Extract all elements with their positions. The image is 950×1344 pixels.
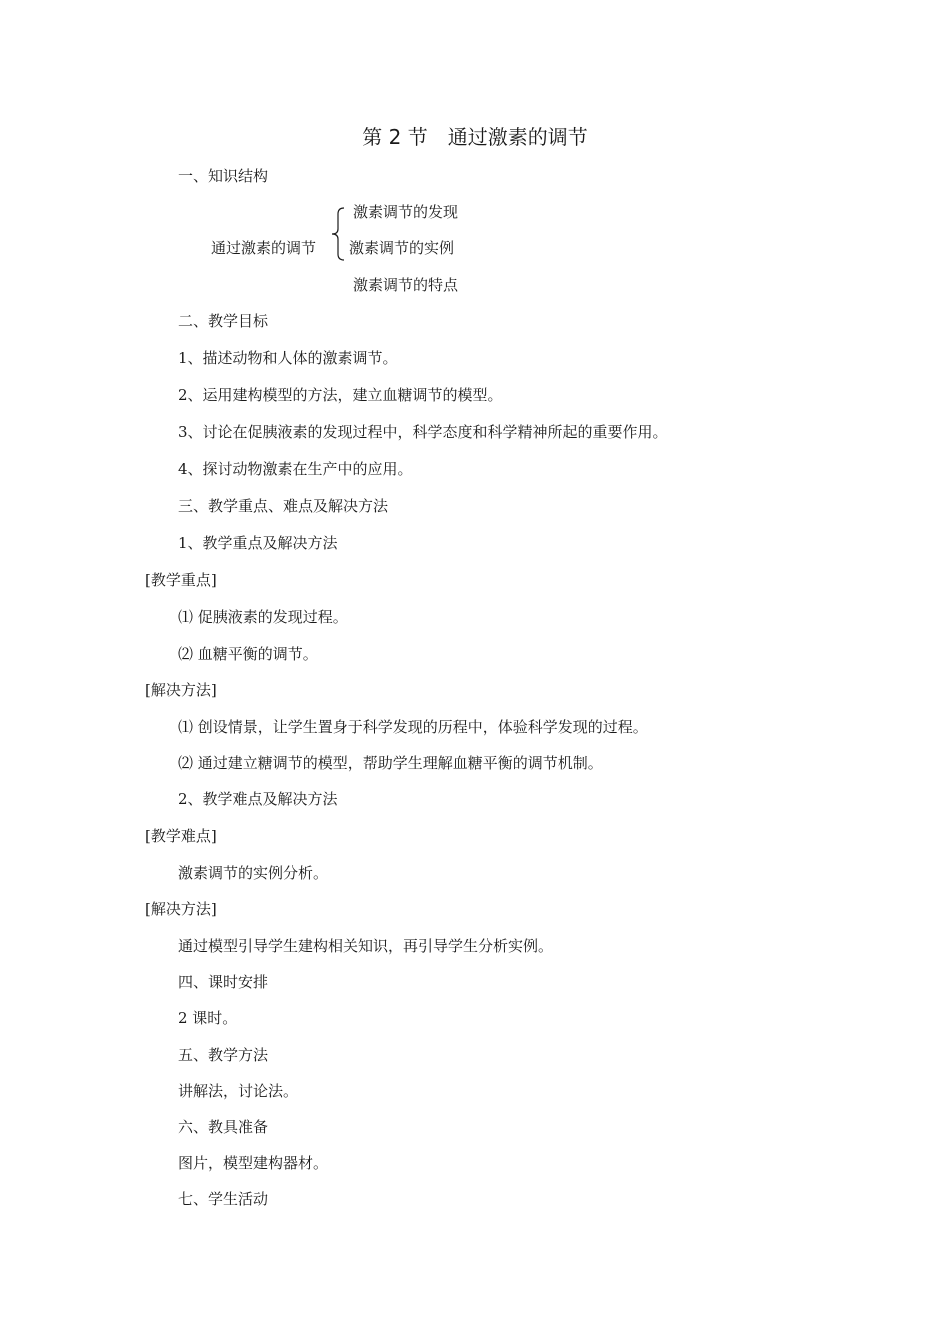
goal-item-2: 2、运用建构模型的方法，建立血糖调节的模型。 <box>178 386 503 404</box>
section-heading-materials: 六、教具准备 <box>178 1118 269 1136</box>
goal-item-4: 4、探讨动物激素在生产中的应用。 <box>178 460 413 478</box>
section-heading-teaching-methods: 五、教学方法 <box>178 1046 269 1064</box>
section-heading-schedule: 四、课时安排 <box>178 973 269 991</box>
label-solution-methods-2: [解决方法] <box>145 900 217 918</box>
page-title: 第 2 节 通过激素的调节 <box>362 125 588 149</box>
solution-method-2: ⑵ 通过建立糖调节的模型，帮助学生理解血糖平衡的调节机制。 <box>178 754 603 772</box>
structure-branch-2: 激素调节的实例 <box>349 239 455 257</box>
teaching-methods-text: 讲解法，讨论法。 <box>178 1082 299 1100</box>
subheading-key-points: 1、教学重点及解决方法 <box>178 534 338 552</box>
materials-text: 图片，模型建构器材。 <box>178 1154 329 1172</box>
label-difficult-points: [教学难点] <box>145 827 217 845</box>
section-heading-knowledge-structure: 一、知识结构 <box>178 167 269 185</box>
key-point-1: ⑴ 促胰液素的发现过程。 <box>178 608 348 626</box>
schedule-text: 2 课时。 <box>178 1009 238 1027</box>
label-solution-methods: [解决方法] <box>145 681 217 699</box>
solution-method-2-text: 通过模型引导学生建构相关知识，再引导学生分析实例。 <box>178 937 554 955</box>
solution-method-1: ⑴ 创设情景，让学生置身于科学发现的历程中，体验科学发现的过程。 <box>178 718 648 736</box>
section-heading-student-activities: 七、学生活动 <box>178 1190 269 1208</box>
goal-item-1: 1、描述动物和人体的激素调节。 <box>178 349 398 367</box>
section-heading-key-difficult: 三、教学重点、难点及解决方法 <box>178 497 389 515</box>
key-point-2: ⑵ 血糖平衡的调节。 <box>178 645 318 663</box>
difficult-point-text: 激素调节的实例分析。 <box>178 864 329 882</box>
label-key-points: [教学重点] <box>145 571 217 589</box>
goal-item-3: 3、讨论在促胰液素的发现过程中，科学态度和科学精神所起的重要作用。 <box>178 423 668 441</box>
structure-branch-1: 激素调节的发现 <box>353 203 459 221</box>
curly-brace-icon <box>329 207 347 261</box>
structure-root: 通过激素的调节 <box>211 239 317 257</box>
structure-branch-3: 激素调节的特点 <box>353 276 459 294</box>
subheading-difficult-points: 2、教学难点及解决方法 <box>178 790 338 808</box>
section-heading-teaching-goals: 二、教学目标 <box>178 312 269 330</box>
